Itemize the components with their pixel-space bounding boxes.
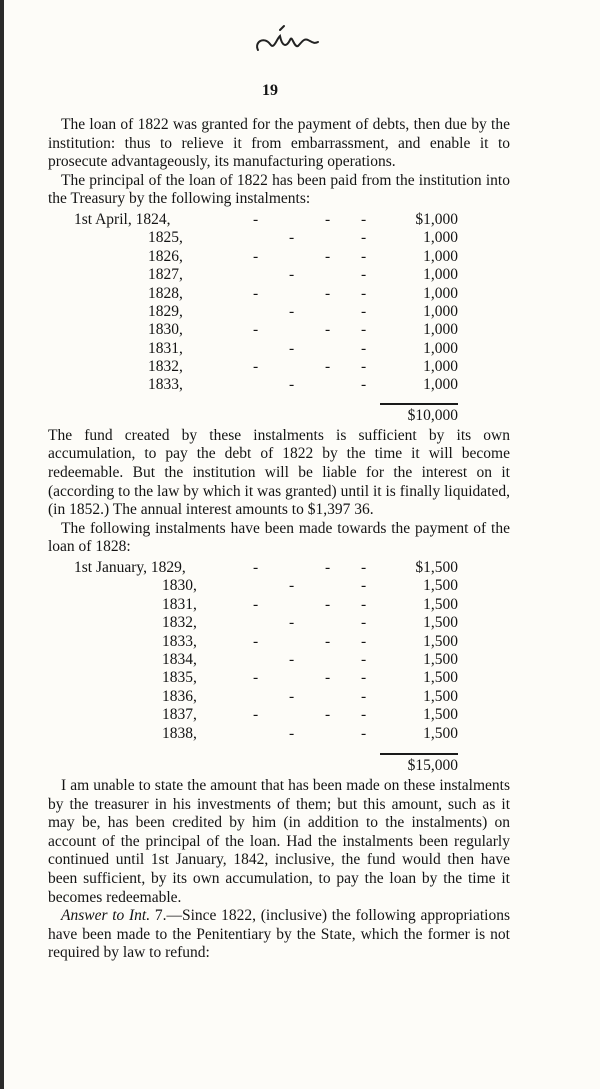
instalment-date: 1st April, 1824,: [74, 210, 171, 228]
instalment-amount: 1,500: [423, 706, 458, 724]
paragraph-principal-paid: The principal of the loan of 1822 has been paid from the institution into the Treasury by the following instalments:: [48, 171, 510, 208]
instalment-amount: 1,000: [423, 358, 458, 376]
instalment-date: 1830,: [148, 321, 183, 339]
paragraph-fund-sufficient: The fund created by these instalments is sufficient by its own accumulation, to pay the debt of 1822 by the time it will become redeemable. But the institution will be liable for the interest on it (according to the law by which it was granted) until it is finally liquidated, (in 1852.) The annual interest amounts to $1,397 36.: [48, 426, 510, 519]
instalment-row: 1st January, 1829, - - - $1,500: [74, 559, 458, 577]
paragraph-loan-purpose: The loan of 1822 was granted for the payment of debts, then due by the institution: thus to relieve it from embarrassment, and enable it to prosecute advantageously, its manufacturing operations.: [48, 116, 510, 171]
instalment-amount: 1,500: [423, 632, 458, 650]
instalment-date: 1838,: [162, 724, 197, 742]
instalment-date: 1836,: [162, 687, 197, 705]
instalment-amount: 1,500: [423, 595, 458, 613]
total-row-1822: [48, 405, 510, 427]
instalment-date: 1826,: [148, 247, 183, 265]
instalment-amount: 1,000: [423, 321, 458, 339]
handwritten-mark: [250, 22, 320, 62]
instalment-amount: 1,000: [423, 229, 458, 247]
instalment-row: 1830, - - - 1,000: [148, 321, 458, 339]
instalment-date: 1832,: [148, 358, 183, 376]
instalment-date: 1827,: [148, 266, 183, 284]
instalment-amount: 1,500: [423, 650, 458, 668]
instalment-amount: 1,000: [423, 302, 458, 320]
instalment-date: 1831,: [162, 595, 197, 613]
instalment-row: 1833, - - - 1,500: [162, 632, 458, 650]
instalment-row: 1835, - - - 1,500: [162, 669, 458, 687]
instalment-row: 1829, - - 1,000: [148, 302, 458, 320]
instalment-amount: $1,000: [415, 210, 458, 228]
paragraph-answer-7: [48, 907, 510, 963]
instalments-1822-table: [48, 211, 510, 395]
instalment-row: 1836, - - 1,500: [162, 687, 458, 705]
instalment-amount: 1,000: [423, 266, 458, 284]
answer-text: 7.—Since 1822, (inclusive) the following appropriations have been made to the Penitentiary by the State, which the former is not required by law to refund:: [48, 907, 510, 962]
instalment-row: 1825, - - 1,000: [148, 229, 458, 247]
answer-label: Answer to Int.: [61, 907, 151, 925]
instalment-row: 1827, - - 1,000: [148, 266, 458, 284]
instalment-amount: 1,500: [423, 577, 458, 595]
instalment-date: 1835,: [162, 669, 197, 687]
instalment-date: 1834,: [162, 650, 197, 668]
page-edge: [0, 0, 4, 1089]
instalment-row: 1833, - - 1,000: [148, 376, 458, 394]
instalment-date: 1st January, 1829,: [74, 559, 186, 577]
instalment-row: 1828, - - - 1,000: [148, 284, 458, 302]
instalment-amount: $1,500: [415, 559, 458, 577]
instalment-row: 1826, - - - 1,000: [148, 247, 458, 265]
page-number: 19: [262, 82, 278, 99]
instalment-row: 1837, - - - 1,500: [162, 706, 458, 724]
instalment-date: 1833,: [148, 376, 183, 394]
instalment-date: 1830,: [162, 577, 197, 595]
paragraph-loan-1828: The following instalments have been made towards the payment of the loan of 1828:: [48, 519, 510, 556]
instalment-date: 1825,: [148, 229, 183, 247]
instalment-amount: 1,500: [423, 724, 458, 742]
paragraph-unable-to-state: I am unable to state the amount that has been made on these instalments by the treasurer in his investments of them; but this amount, such as it may be, has been credited by him (in addition to the instalments) on account of the principal of the loan. Had the instalments been regularly continued until 1st January, 1842, inclusive, the fund would then have been sufficient, by its own accumulation, to pay the loan by the time it becomes redeemable.: [48, 776, 510, 906]
instalment-date: 1833,: [162, 632, 197, 650]
instalment-date: 1832,: [162, 614, 197, 632]
instalment-row: 1838, - - 1,500: [162, 724, 458, 742]
instalment-amount: 1,500: [423, 669, 458, 687]
document-body: [48, 116, 510, 963]
instalment-row: 1831, - - 1,000: [148, 339, 458, 357]
instalment-amount: 1,000: [423, 284, 458, 302]
instalment-row: 1st April, 1824, - - - $1,000: [74, 210, 458, 228]
instalment-row: 1832, - - - 1,000: [148, 358, 458, 376]
instalment-date: 1831,: [148, 339, 183, 357]
instalment-date: 1828,: [148, 284, 183, 302]
instalment-row: 1830, - - 1,500: [162, 577, 458, 595]
instalment-amount: 1,000: [423, 247, 458, 265]
instalment-date: 1829,: [148, 302, 183, 320]
instalment-amount: 1,500: [423, 687, 458, 705]
total-1828: $15,000: [407, 756, 458, 774]
instalment-row: 1832, - - 1,500: [162, 614, 458, 632]
instalment-row: 1831, - - - 1,500: [162, 595, 458, 613]
total-1822: $10,000: [407, 406, 458, 424]
instalment-row: 1834, - - 1,500: [162, 650, 458, 668]
instalment-amount: 1,000: [423, 376, 458, 394]
instalments-1828-table: [48, 559, 510, 743]
instalment-date: 1837,: [162, 706, 197, 724]
instalment-amount: 1,500: [423, 614, 458, 632]
instalment-amount: 1,000: [423, 339, 458, 357]
total-row-1828: [48, 755, 510, 777]
